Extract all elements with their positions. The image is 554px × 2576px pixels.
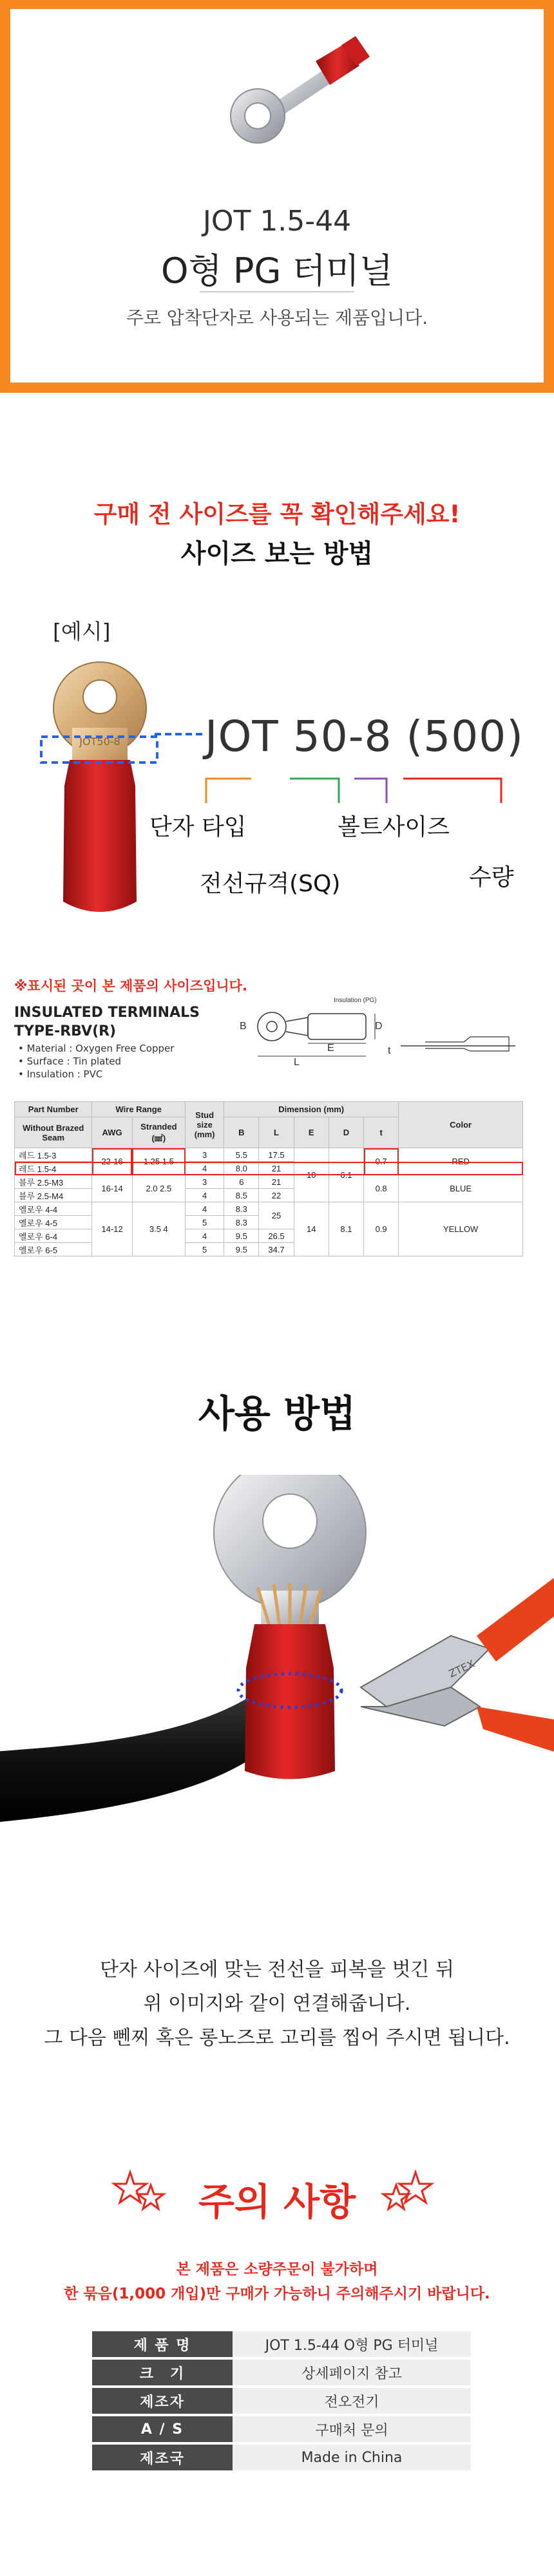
th-d: D (329, 1117, 363, 1148)
cell-stranded: 2.0 2.5 (132, 1175, 185, 1202)
info-row (92, 2445, 471, 2470)
cell-stud: 4 (186, 1189, 224, 1202)
drawing-e-label: E (327, 1043, 334, 1054)
cell-part: 레드 1.5-4 (15, 1162, 92, 1175)
cell-b: 9.5 (224, 1229, 259, 1243)
cell-b: 8.3 (224, 1216, 259, 1229)
caution-line2: 한 묶음(1,000 개입)만 구매가 가능하니 주의해주시기 바랍니다. (64, 2286, 490, 2302)
cell-b: 8.3 (224, 1202, 259, 1216)
th-b: B (224, 1117, 259, 1148)
product-subtitle: 주로 압착단자로 사용되는 제품입니다. (126, 307, 428, 328)
cell-stud: 5 (186, 1216, 224, 1229)
info-key: 크 기 (92, 2360, 233, 2385)
label-wire-spec: 전선규격(SQ) (200, 871, 341, 897)
label-terminal-type: 단자 타입 (149, 814, 247, 840)
info-value: Made in China (233, 2445, 471, 2470)
info-key: 제조자 (92, 2388, 233, 2414)
cell-b: 5.5 (224, 1148, 259, 1162)
info-key: 제 품 명 (92, 2331, 233, 2357)
spec-bullet: • Material : Oxygen Free Copper (18, 1043, 175, 1054)
cell-stud: 5 (186, 1243, 224, 1256)
spec-note: ※표시된 곳이 본 제품의 사이즈입니다. (14, 978, 247, 994)
th-e: E (294, 1117, 329, 1148)
usage-desc-line2: 위 이미지와 같이 연결해줍니다. (143, 1993, 411, 2015)
usage-desc-line1: 단자 사이즈에 맞는 전선을 피복을 벗긴 뒤 (100, 1958, 454, 1981)
cell-b: 8.5 (224, 1189, 259, 1202)
info-key: 제조국 (92, 2445, 233, 2470)
size-warning: 구매 전 사이즈를 꼭 확인해주세요! (93, 500, 461, 528)
info-value: 상세페이지 참고 (233, 2360, 471, 2385)
cell-part: 옐로우 6-5 (15, 1243, 92, 1256)
cell-l: 21 (259, 1175, 294, 1189)
code-bracket-lines (205, 770, 527, 808)
cell-t: 0.8 (364, 1175, 399, 1202)
table-row (15, 1175, 523, 1189)
ring-terminal-image (187, 26, 380, 167)
cell-part: 블루 2.5-M3 (15, 1175, 92, 1189)
cell-d: 6.1 (329, 1148, 363, 1202)
info-row (92, 2416, 471, 2442)
spec-table (14, 1101, 523, 1256)
cell-stranded: 1.25 1.5 (132, 1148, 185, 1175)
table-row (15, 1148, 523, 1162)
cell-e: 14 (294, 1202, 329, 1256)
cell-awg: 16-14 (92, 1175, 132, 1202)
drawing-l-label: L (294, 1057, 300, 1068)
cell-l: 25 (259, 1202, 294, 1229)
example-terminal-image (32, 657, 167, 927)
cell-part: 레드 1.5-3 (15, 1148, 92, 1162)
info-row (92, 2388, 471, 2414)
info-row (92, 2331, 471, 2357)
cell-awg: 22-16 (92, 1148, 132, 1175)
product-name-title: O형 PG 터미널 (161, 251, 393, 291)
product-code-title: JOT 1.5-44 (202, 205, 352, 238)
spec-title-line1: INSULATED TERMINALS (14, 1005, 200, 1021)
cell-l: 34.7 (259, 1243, 294, 1256)
th-stranded: Stranded (㎟) (132, 1117, 185, 1148)
cell-stud: 4 (186, 1229, 224, 1243)
cell-l: 17.5 (259, 1148, 294, 1162)
cell-stud: 3 (186, 1148, 224, 1162)
spec-title (14, 1003, 200, 1041)
th-part-number: Part Number (15, 1102, 92, 1117)
cell-l: 21 (259, 1162, 294, 1175)
caution-line1: 본 제품은 소량주문이 불가하며 (176, 2261, 378, 2278)
label-quantity: 수량 (469, 864, 514, 891)
spec-table-wrap (14, 1101, 523, 1256)
drawing-insulation-label: Insulation (PG) (334, 997, 377, 1004)
info-row (92, 2360, 471, 2385)
drawing-b-label: B (240, 1021, 247, 1032)
cell-b: 8.0 (224, 1162, 259, 1175)
spec-title-line2: TYPE-RBV(R) (14, 1023, 117, 1039)
th-without-brazed: Without Brazed Seam (15, 1117, 92, 1148)
table-row (15, 1202, 523, 1216)
cell-e: 10 (294, 1148, 329, 1202)
spec-dimension-drawing (232, 992, 535, 1075)
th-t: t (364, 1117, 399, 1148)
usage-desc-line3: 그 다음 뻰찌 혹은 롱노즈로 고리를 찝어 주시면 됩니다. (44, 2027, 510, 2049)
info-value: 전오전기 (233, 2388, 471, 2414)
cell-stud: 3 (186, 1175, 224, 1189)
th-l: L (259, 1117, 294, 1148)
cell-t: 0.7 (364, 1148, 399, 1175)
caution-title: 주의 사항 (198, 2180, 356, 2224)
terminal-stamp-text: JOT50-8 (79, 735, 120, 748)
label-bolt-size: 볼트사이즈 (338, 814, 450, 840)
cell-t: 0.9 (364, 1202, 399, 1256)
th-stud: Stud size (mm) (186, 1102, 224, 1148)
cell-stud: 4 (186, 1202, 224, 1216)
cell-l: 26.5 (259, 1229, 294, 1243)
cell-part: 옐로우 4-4 (15, 1202, 92, 1216)
pointer-line (155, 728, 213, 741)
spec-bullet: • Surface : Tin plated (18, 1056, 122, 1067)
drawing-t-label: t (388, 1045, 391, 1056)
info-key: A / S (92, 2416, 233, 2442)
cell-part: 옐로우 6-4 (15, 1229, 92, 1243)
title-divider (200, 291, 354, 292)
cell-color: BLUE (399, 1175, 523, 1202)
cell-b: 9.5 (224, 1243, 259, 1256)
cell-stranded: 3.5 4 (132, 1202, 185, 1256)
usage-illustration (0, 1475, 554, 1926)
drawing-d-label: D (375, 1021, 383, 1032)
cell-stud: 4 (186, 1162, 224, 1175)
cell-awg: 14-12 (92, 1202, 132, 1256)
th-wire-range: Wire Range (92, 1102, 186, 1117)
star-right-icon (377, 2167, 435, 2219)
info-value: 구매처 문의 (233, 2416, 471, 2442)
cell-l: 22 (259, 1189, 294, 1202)
th-awg: AWG (92, 1117, 132, 1148)
product-info-table (92, 2331, 471, 2473)
usage-title: 사용 방법 (198, 1392, 356, 1435)
cell-part: 옐로우 4-5 (15, 1216, 92, 1229)
spec-bullet: • Insulation : PVC (18, 1068, 103, 1080)
info-value: JOT 1.5-44 O형 PG 터미널 (233, 2331, 471, 2357)
cell-b: 6 (224, 1175, 259, 1189)
plier-brand: ZTEX (446, 1657, 477, 1680)
cell-part: 블루 2.5-M4 (15, 1189, 92, 1202)
usage-description (0, 1953, 554, 2055)
th-color: Color (399, 1102, 523, 1148)
cell-d: 8.1 (329, 1202, 363, 1256)
cell-color: RED (399, 1148, 523, 1175)
example-code: JOT 50-8 (500) (205, 712, 524, 761)
spec-bullets (18, 1042, 174, 1081)
example-label: [예시] (53, 619, 111, 644)
cell-color: YELLOW (399, 1202, 523, 1256)
th-dimension: Dimension (mm) (224, 1102, 399, 1117)
size-heading: 사이즈 보는 방법 (180, 539, 374, 569)
